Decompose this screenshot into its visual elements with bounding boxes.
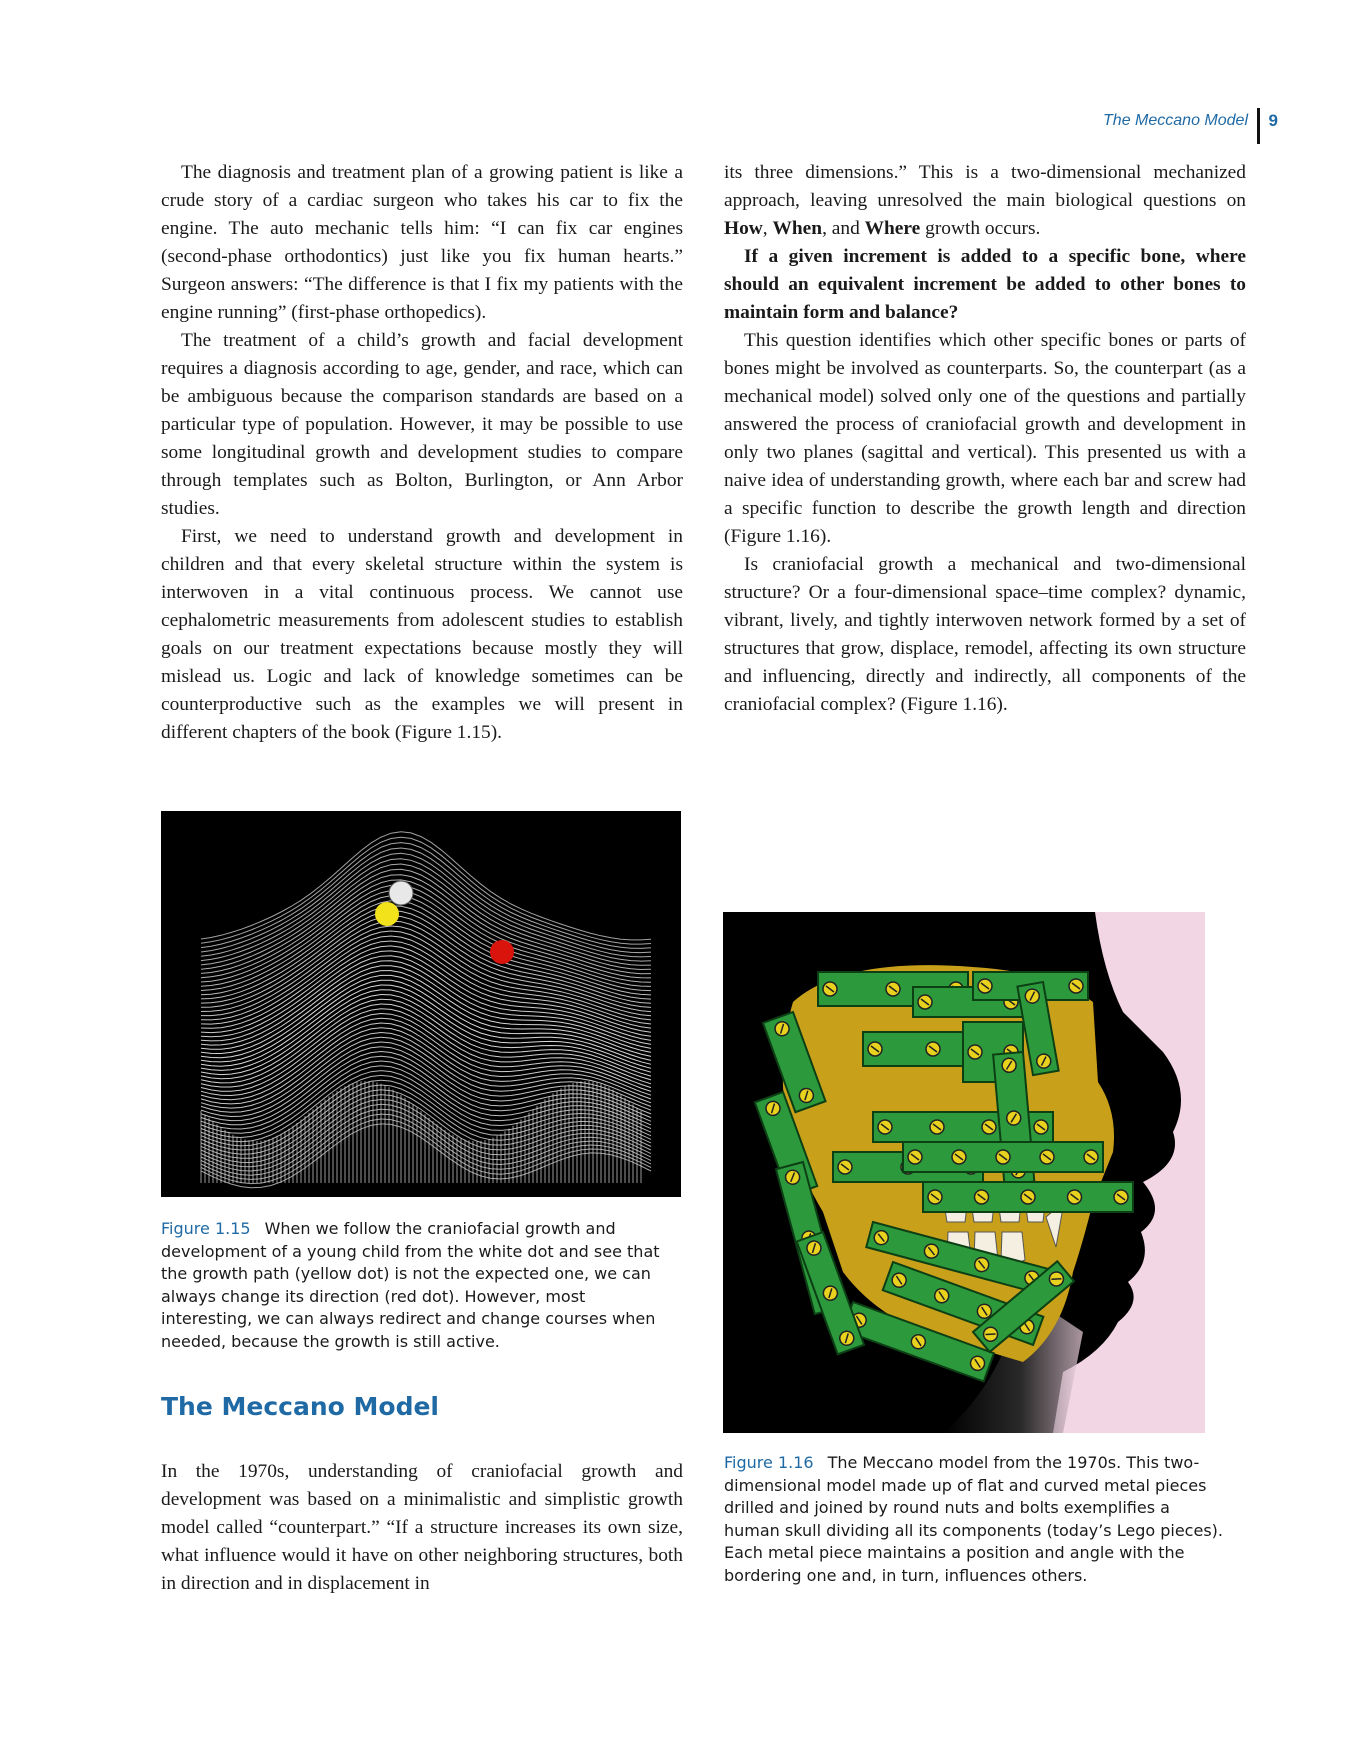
right-column-top [724, 159, 1246, 719]
meccano-bar [903, 1142, 1103, 1172]
body-paragraph: The treatment of a child’s growth and facial development requires a diagnosis according to age, gender, and race, which can be ambiguous because the comparison standards are based on a particular type of population. However, it may be possible to use some longitudinal growth and development studies to compare through templates such as Bolton, Burlington, or Ann Arbor studies. [161, 330, 683, 519]
bold-term-when: When [772, 218, 823, 239]
body-text: growth occurs. [920, 218, 1041, 239]
body-paragraph: The diagnosis and treatment plan of a growing patient is like a crude story of a cardiac surgeon who takes his car to fix the engine. The auto mechanic tells him: “I can fix car engines (second-phase orthodontics) just like you fix human hearts.” Surgeon answers: “The difference is that I fix my patients with the engine running” (first-phase orthopedics). [161, 162, 683, 323]
figure-1-15-image [161, 811, 681, 1197]
body-paragraph: This question identifies which other specific bones or parts of bones might be involved as counterparts. So, the counterpart (as a mechanical model) solved only one of the questions and partially answered the process of craniofacial growth and development in only two planes (sagittal and vertical). This presented us with a naive idea of understanding growth, where each bar and screw had a specific function to describe the growth length and direction (Figure 1.16). [724, 330, 1246, 547]
body-text: , and [822, 218, 865, 239]
key-question: If a given increment is added to a specific bone, where should an equivalent increment be added to other bones to maintain form and balance? [724, 246, 1246, 323]
figure-1-16-caption [724, 1452, 1224, 1587]
body-paragraph [724, 159, 1246, 243]
figure-label: Figure 1.16 [724, 1453, 814, 1472]
figure-label: Figure 1.15 [161, 1219, 251, 1238]
left-column-top [161, 159, 683, 747]
white-dot [389, 881, 413, 905]
figure-1-15-caption [161, 1218, 681, 1353]
bold-term-how: How [724, 218, 763, 239]
page-number: 9 [1268, 111, 1278, 130]
red-dot [490, 940, 514, 964]
caption-text: When we follow the craniofacial growth and development of a young child from the white dot and see that the growth path (yellow dot) is not the expected one, we can always change its direction (red dot). However, most interesting, we can always redirect and change courses when needed, because the growth is still active. [161, 1219, 660, 1351]
body-paragraph: Is craniofacial growth a mechanical and two-dimensional structure? Or a four-dimensional space–time complex? dynamic, vibrant, lively, and tightly interwoven network formed by a set of structures that grow, displace, remodel, affecting its own structure and influencing, directly and indirectly, all components of the craniofacial complex? (Figure 1.16). [724, 554, 1246, 715]
yellow-dot [375, 902, 399, 926]
meccano-bar [923, 1182, 1133, 1212]
body-text: , [762, 218, 773, 239]
running-title: The Meccano Model [1103, 112, 1248, 129]
left-column-bottom [161, 1458, 683, 1598]
running-head-divider [1257, 108, 1260, 144]
body-paragraph: In the 1970s, understanding of craniofacial growth and development was based on a minimalistic and simplistic growth model called “counterpart.” “If a structure increases its own size, what influence would it have on other neighboring structures, both in direction and in displacement in [161, 1461, 683, 1594]
section-heading: The Meccano Model [161, 1392, 440, 1421]
running-head [1000, 108, 1300, 142]
bold-term-where: Where [864, 218, 921, 239]
body-paragraph: First, we need to understand growth and development in children and that every skeletal structure within the system is interwoven in a vital continuous process. We cannot use cephalometric measurements from adolescent studies to establish goals on our treatment expectations because mostly they will mislead us. Logic and lack of knowledge sometimes can be counterproductive such as the examples we will present in different chapters of the book (Figure 1.15). [161, 526, 683, 743]
figure-1-16-image [723, 912, 1205, 1433]
caption-text: The Meccano model from the 1970s. This two-dimensional model made up of flat and curved metal pieces drilled and joined by round nuts and bolts exemplifies a human skull dividing all its components (today’s Lego pieces). Each metal piece maintains a position and angle with the bordering one and, in turn, influences others. [724, 1453, 1223, 1585]
body-text: its three dimensions.” This is a two-dimensional mechanized approach, leaving unresolved the main biological questions on [724, 162, 1246, 211]
